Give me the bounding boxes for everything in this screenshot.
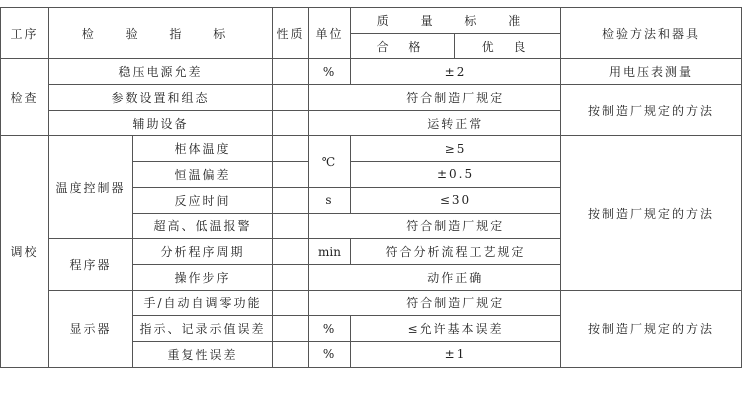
indicator-cell: 柜体温度 <box>133 136 273 162</box>
nature-cell <box>273 59 309 85</box>
table-row <box>1 136 742 162</box>
unit-cell <box>309 213 351 239</box>
nature-cell <box>273 162 309 188</box>
method-cell: 按制造厂规定的方法 <box>561 136 742 290</box>
standard-cell: ±1 <box>351 341 561 367</box>
header-quality-standard: 质 量 标 准 <box>351 8 561 34</box>
indicator-cell: 重复性误差 <box>133 341 273 367</box>
nature-cell <box>273 110 309 136</box>
unit-cell <box>309 110 351 136</box>
indicator-cell: 参数设置和组态 <box>49 85 273 111</box>
indicator-cell: 稳压电源允差 <box>49 59 273 85</box>
unit-cell <box>309 290 351 316</box>
unit-cell: s <box>309 187 351 213</box>
standard-cell: ≥5 <box>351 136 561 162</box>
group-temp-controller: 温度控制器 <box>49 136 133 239</box>
method-cell: 按制造厂规定的方法 <box>561 85 742 136</box>
nature-cell <box>273 341 309 367</box>
header-nature: 性质 <box>273 8 309 59</box>
table-row <box>1 290 742 316</box>
table-row <box>1 59 742 85</box>
nature-cell <box>273 213 309 239</box>
header-method: 检验方法和器具 <box>561 8 742 59</box>
header-qualified: 合 格 <box>351 33 455 59</box>
nature-cell <box>273 316 309 342</box>
process-inspection: 检查 <box>1 59 49 136</box>
unit-cell: % <box>309 341 351 367</box>
standard-cell: ±2 <box>351 59 561 85</box>
header-unit: 单位 <box>309 8 351 59</box>
indicator-cell: 操作步序 <box>133 264 273 290</box>
indicator-cell: 辅助设备 <box>49 110 273 136</box>
indicator-cell: 手/自动自调零功能 <box>133 290 273 316</box>
indicator-cell: 超高、低温报警 <box>133 213 273 239</box>
nature-cell <box>273 136 309 162</box>
process-calibration: 调校 <box>1 136 49 367</box>
standard-cell: ±0.5 <box>351 162 561 188</box>
standard-cell: ≤30 <box>351 187 561 213</box>
inspection-spec-table <box>0 7 742 368</box>
header-excellent: 优 良 <box>455 33 561 59</box>
standard-cell: 符合制造厂规定 <box>351 85 561 111</box>
header-process: 工序 <box>1 8 49 59</box>
group-display: 显示器 <box>49 290 133 367</box>
indicator-cell: 反应时间 <box>133 187 273 213</box>
indicator-cell: 分析程序周期 <box>133 239 273 265</box>
unit-cell: ℃ <box>309 136 351 187</box>
header-indicator: 检 验 指 标 <box>49 8 273 59</box>
standard-cell: 运转正常 <box>351 110 561 136</box>
standard-cell: 动作正确 <box>351 264 561 290</box>
table-row <box>1 85 742 111</box>
nature-cell <box>273 85 309 111</box>
standard-cell: 符合分析流程工艺规定 <box>351 239 561 265</box>
nature-cell <box>273 187 309 213</box>
standard-cell: ≤允许基本误差 <box>351 316 561 342</box>
nature-cell <box>273 264 309 290</box>
method-cell: 用电压表测量 <box>561 59 742 85</box>
unit-cell: min <box>309 239 351 265</box>
table-header-row <box>1 8 742 34</box>
group-programmer: 程序器 <box>49 239 133 290</box>
unit-cell <box>309 264 351 290</box>
standard-cell: 符合制造厂规定 <box>351 290 561 316</box>
nature-cell <box>273 290 309 316</box>
indicator-cell: 指示、记录示值误差 <box>133 316 273 342</box>
nature-cell <box>273 239 309 265</box>
unit-cell <box>309 85 351 111</box>
standard-cell: 符合制造厂规定 <box>351 213 561 239</box>
unit-cell: % <box>309 59 351 85</box>
unit-cell: % <box>309 316 351 342</box>
method-cell: 按制造厂规定的方法 <box>561 290 742 367</box>
indicator-cell: 恒温偏差 <box>133 162 273 188</box>
